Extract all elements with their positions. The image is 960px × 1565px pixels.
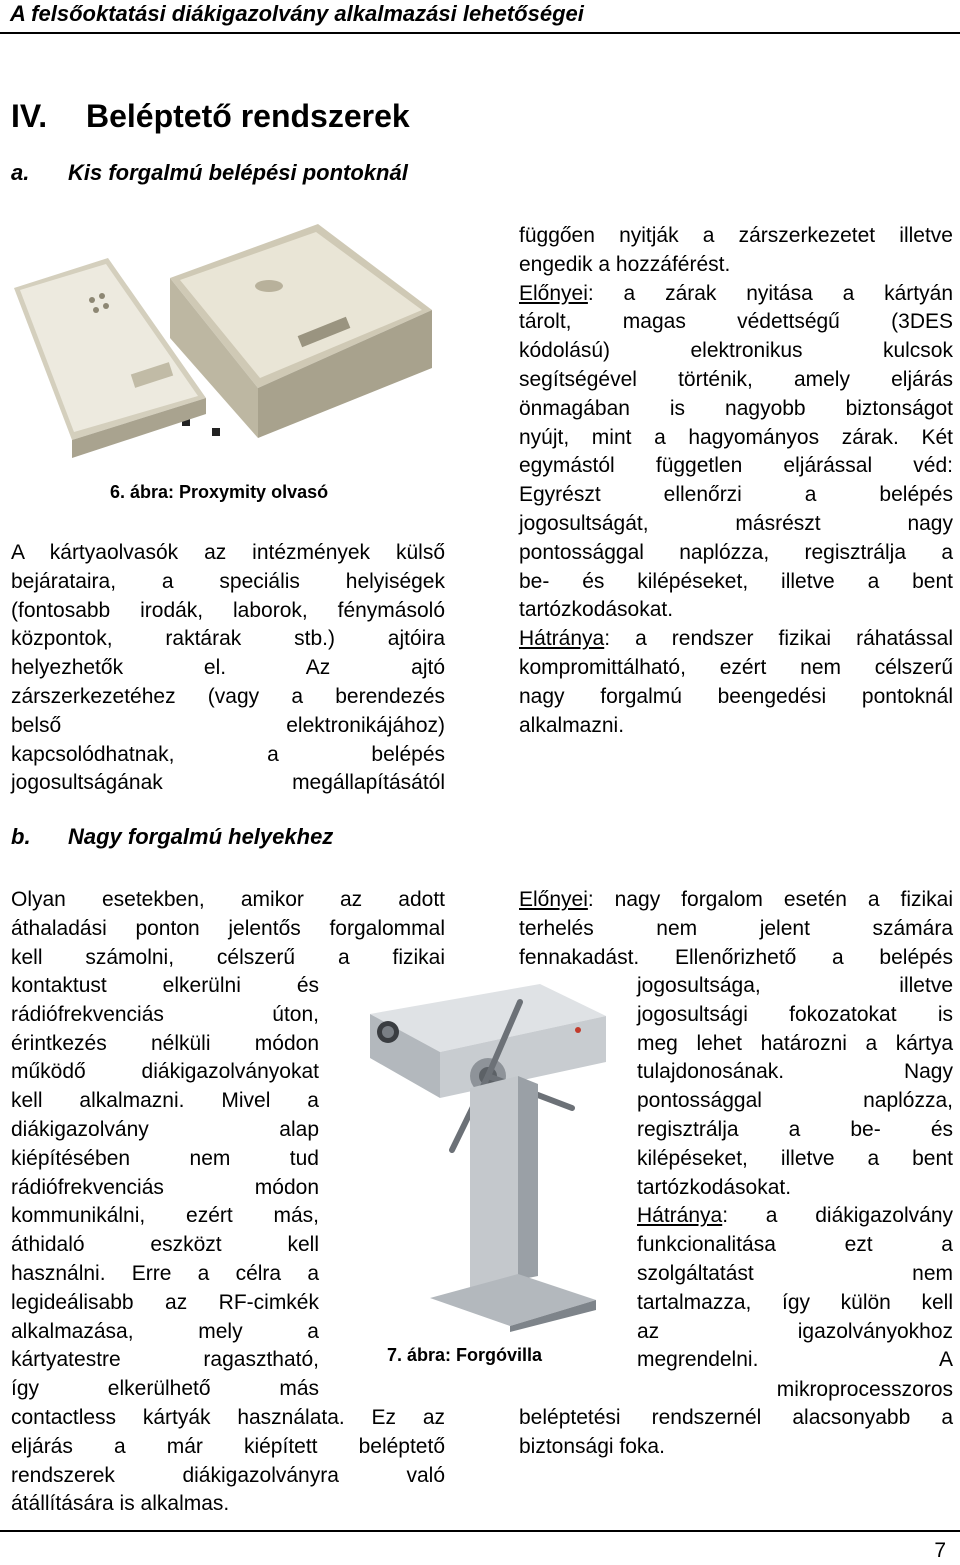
text-line: mikroprocesszoros [776,1378,953,1401]
text-line: függően nyitják a zárszerkezetet illetve [519,224,953,247]
text-line: A kártyaolvasók az intézmények külső [11,541,445,564]
text-line: rádiófrekvenciás úton, [11,1002,319,1026]
text-line: contactless kártyák használata. Ez az [11,1406,445,1429]
elonyei-label: Előnyei [519,281,588,305]
text-line: áthaladási ponton jelentős forgalommal [11,916,445,940]
text-line: megrendelni. A [637,1348,953,1372]
text-line: regisztrálja a be- és [637,1117,953,1141]
hatranya-first-text: : a rendszer fizikai ráhatással [604,627,953,651]
large-reader [170,224,432,438]
subsection-b-heading [11,823,333,851]
text-line: így elkerülhető más [11,1377,319,1401]
text-line: fennakadást. Ellenőrizhető a belépés [519,945,953,969]
text-line: diákigazolvány alap [11,1117,319,1141]
text-line: jogosultsága, illetve [637,974,953,997]
text-line: belső elektronikájához) [11,713,445,737]
section-b-right-top [519,886,953,972]
elonyei-line [519,886,953,915]
figure6-caption: 6. ábra: Proxymity olvasó [110,482,329,502]
section-title: Beléptető rendszerek [86,98,410,134]
text-line: egymástól független eljárással véd: [519,454,953,478]
subsection-a-heading [11,159,408,187]
text-line: kommunikálni, ezért más, [11,1204,319,1228]
text-line: jogosultságának megállapításától [11,771,445,795]
text-line: áthidaló eszközt kell [11,1233,319,1257]
hatranya-label: Hátránya [637,1204,723,1228]
text-line: tartózkodásokat. [519,598,674,622]
figure7-caption: 7. ábra: Forgóvilla [387,1345,543,1365]
text-line: (fontosabb irodák, laborok, fénymásoló [11,598,445,622]
text-line: kompromittálható, ezért nem célszerű [519,655,953,679]
hatranya-line [637,1202,953,1231]
elonyei-label: Előnyei [519,888,588,911]
header-rule [0,32,960,34]
text-line: be- és kilépéseket, illetve a bent [519,569,953,593]
text-line: tartózkodásokat. [637,1175,792,1199]
text-line: kapcsolódhatnak, a belépés [11,742,445,766]
text-line: pontossággal naplózza, regisztrálja a [519,540,953,564]
hatranya-line [519,625,953,654]
text-line: kell alkalmazni. Mivel a [11,1089,319,1113]
text-line: eljárás a már kiépített beléptető [11,1434,445,1458]
hatranya-label: Hátránya [519,627,605,651]
section-b-left-top [11,886,445,972]
text-line: terhelés nem jelent számára [519,916,953,940]
text-line: jogosultságát, másrészt nagy [519,511,953,535]
text-line: nyújt, mint a hagyományos zárak. Két [519,425,953,449]
section-b-left-bottom [11,1404,445,1519]
text-line: Olyan esetekben, amikor az adott [11,888,445,911]
elonyei-first-text: : nagy forgalom esetén a fizikai [587,888,953,911]
text-line: önmagában is nagyobb biztonságot [519,396,953,420]
hatranya-first-text: : a diákigazolvány [722,1204,953,1228]
text-line: tulajdonosának. Nagy [637,1060,953,1084]
text-line: kódolású) elektronikus kulcsok [519,339,953,363]
text-line: legideálisabb az RF-cimkék [11,1290,319,1314]
text-line: bejárataira, a speciális helyiségek [11,569,445,593]
text-line: tartalmazza, így külön kell [637,1290,953,1314]
turnstile [370,984,606,1332]
text-line: átállítására is alkalmas. [11,1492,230,1516]
text-line: segítségével történik, amely eljárás [519,367,953,391]
text-line: használni. Erre a célra a [11,1261,319,1285]
proximity-reader-image [12,218,442,468]
elonyei-line [519,280,953,309]
text-line: központok, raktárak stb.) ajtóira [11,627,445,651]
text-line: meg lehet határozni a kártya [637,1031,953,1055]
text-line: működő diákigazolványokat [11,1060,319,1084]
text-line: nagy forgalmú beengedési pontoknál [519,684,953,708]
running-header: A felsőoktatási diákigazolvány alkalmazási lehetőségei [10,1,584,26]
text-line: biztonsági foka. [519,1434,665,1458]
section-b-right-narrow [637,972,953,1375]
text-line: jogosultsági fokozatokat is [637,1002,953,1026]
page-number: 7 [934,1539,946,1562]
section-a-right-text [519,222,953,740]
text-line: engedik a hozzáférést. [519,252,731,276]
text-line: Egyrészt ellenőrzi a belépés [519,483,953,507]
section-b-right-bottom [519,1404,953,1462]
text-line: alkalmazása, mely a [11,1319,319,1343]
text-line: kell számolni, célszerű a fizikai [11,945,445,969]
text-line: az igazolványokhoz [637,1319,953,1343]
footer-rule [0,1530,960,1532]
text-line: zárszerkezetéhez (vagy a berendezés [11,684,445,708]
subsection-b-number: b. [11,824,31,849]
elonyei-first-text: : a zárak nyitása a kártyán [587,281,953,305]
text-line: alkalmazni. [519,713,625,737]
text-line: kontaktust elkerülni és [11,974,319,997]
turnstile-image [360,980,624,1332]
text-line: rádiófrekvenciás módon [11,1175,319,1199]
section-b-right-mid [519,1376,953,1405]
text-line: helyezhetők el. Az ajtó [11,656,445,680]
subsection-b-title: Nagy forgalmú helyekhez [68,824,334,849]
text-line: beléptetési rendszernél alacsonyabb a [519,1406,953,1429]
text-line: tárolt, magas védettségű (3DES [519,310,953,334]
section-b-left-narrow [11,972,319,1404]
subsection-a-title: Kis forgalmú belépési pontoknál [68,160,408,185]
subsection-a-number: a. [11,160,30,185]
section-heading [11,96,410,136]
text-line: kártyatestre ragasztható, [11,1348,319,1372]
text-line: pontossággal naplózza, [637,1089,953,1113]
text-line: kilépéseket, illetve a bent [637,1146,953,1170]
text-line: kiépítésében nem tud [11,1146,319,1170]
section-number: IV. [11,98,48,134]
section-a-left-text [11,539,445,798]
text-line: rendszerek diákigazolványra való [11,1463,445,1487]
text-line: érintkezés nélküli módon [11,1031,319,1055]
text-line: funkcionalitása ezt a [637,1233,953,1257]
text-line: szolgáltatást nem [637,1261,953,1285]
